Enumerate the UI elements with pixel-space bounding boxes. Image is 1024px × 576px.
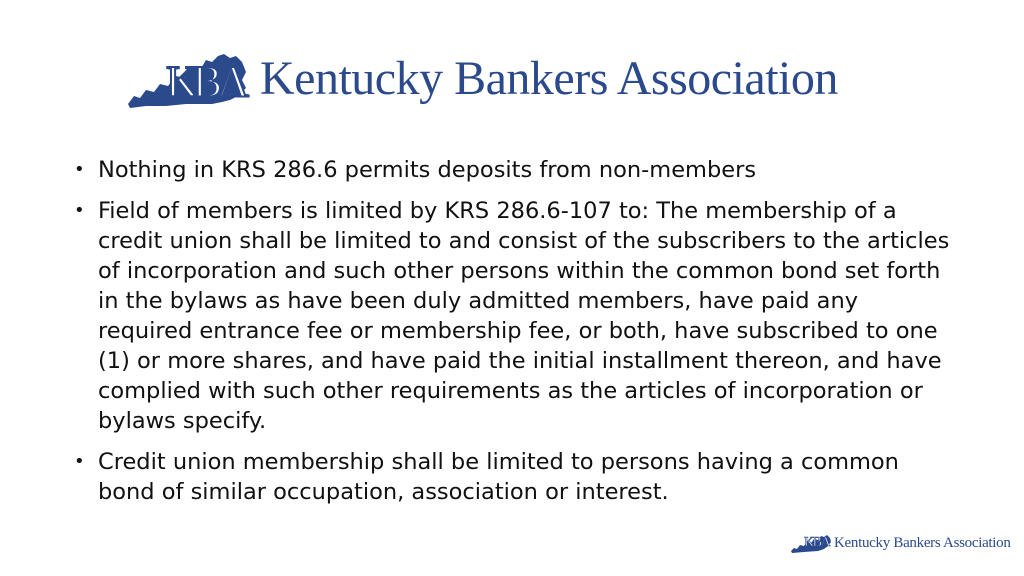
footer-kba-logo-mark bbox=[790, 532, 832, 554]
bullet-text: Nothing in KRS 286.6 permits deposits from non-members bbox=[98, 157, 757, 183]
footer-wordmark: Kentucky Bankers Association bbox=[834, 534, 1011, 551]
logo-wordmark: Kentucky Bankers Association bbox=[260, 52, 838, 105]
kba-logo-mark bbox=[126, 46, 254, 112]
bullet-text: Field of members is limited by KRS 286.6-107 to: The membership of a credit union shall be limited to and consist of the subscribers to the articles of incorporation and such other persons within the common bond set forth in the bylaws as have been duly admitted members, have paid any required entrance fee or membership fee, or both, have subscribed to one (1) or more shares, and have paid the initial installment thereon, and have complied with such other requirements as the articles of incorporation or bylaws specify. bbox=[98, 198, 950, 434]
footer-logo bbox=[790, 530, 1011, 556]
bullet-dot-icon: • bbox=[74, 159, 85, 180]
bullet-text: Credit union membership shall be limited to persons having a common bond of similar occupation, association or interest. bbox=[98, 449, 899, 505]
bullet-dot-icon: • bbox=[74, 451, 85, 472]
bullet-item bbox=[74, 155, 954, 185]
bullet-item bbox=[74, 447, 954, 507]
bullet-item bbox=[74, 196, 954, 436]
bullet-dot-icon: • bbox=[74, 200, 85, 221]
bullet-list bbox=[74, 155, 954, 518]
logo-kba-letters: KBA bbox=[166, 57, 244, 106]
header-logo bbox=[126, 46, 838, 112]
footer-logo-kba-letters: KBA bbox=[804, 535, 830, 550]
